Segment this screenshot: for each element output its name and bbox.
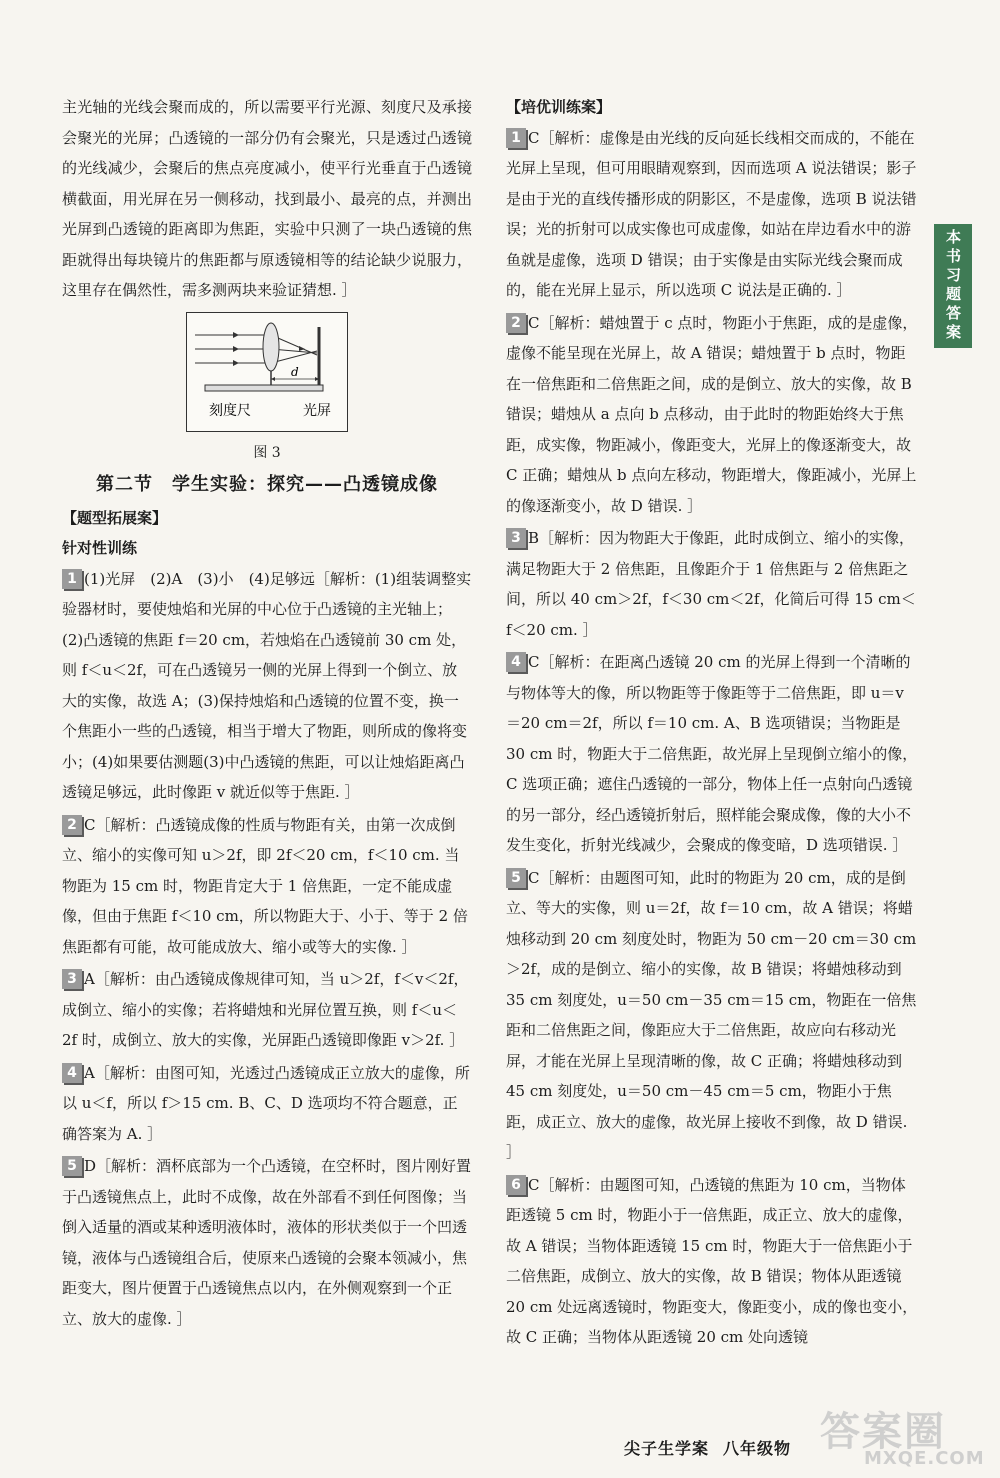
answer-item bbox=[506, 647, 918, 861]
watermark-top: 答案圈 bbox=[820, 1409, 946, 1455]
section-tag: 【题型拓展案】 bbox=[62, 508, 168, 527]
number-badge: 4 bbox=[62, 1063, 82, 1083]
side-tab: 本书习题答案 bbox=[934, 224, 972, 348]
answer-text: C［解析：由题图可知，此时的物距为 20 cm，成的是倒立、等大的实像，则 u＝2f，故 f＝10 cm，故 A 错误；将蜡烛移动到 20 cm 刻度处时，物距为 50 cm－20 cm＝30 cm＞2f，成的是倒立、缩小的实像，故 B 错误；将蜡烛移动到 35 cm 刻度处，u＝50 cm－35 cm＝15 cm，物距在一倍焦距和二倍焦距之间，像距应大于二倍焦距，故应向右移动光屏，才能在光屏上呈现清晰的像，故 C 正确；将蜡烛移动到 45 cm 刻度处，u＝50 cm－45 cm＝5 cm，物距小于焦距，成正立、放大的虚像，故光屏上接收不到像，故 D 错误. ］ bbox=[506, 868, 917, 1161]
answer-text: A［解析：由凸透镜成像规律可知，当 u＞2f，f＜v＜2f，成倒立、缩小的实像；若将蜡烛和光屏位置互换，则 f＜u＜2f 时，成倒立、放大的实像，光屏距凸透镜即像距 v＞2f. ］ bbox=[62, 970, 469, 1049]
answer-text: C［解析：蜡烛置于 c 点时，物距小于焦距，成的是虚像，虚像不能呈现在光屏上，故 A 错误；蜡烛置于 b 点时，物距在一倍焦距和二倍焦距之间，成的是倒立、放大的实像，故 B 错误；蜡烛从 a 点向 b 点移动，由于此时的物距始终大于焦距，成实像，物距减小，像距变大，光屏上的像逐渐变大，故 C 正确；蜡烛从 b 点向左移动，物距增大，像距减小，光屏上的像逐渐变小，故 D 错误. ］ bbox=[506, 313, 918, 515]
number-badge: 6 bbox=[506, 1175, 526, 1195]
section-tag: 【培优训练案】 bbox=[506, 98, 612, 116]
number-badge: 2 bbox=[62, 815, 82, 835]
number-badge: 3 bbox=[506, 528, 526, 548]
left-column bbox=[62, 92, 472, 1336]
number-badge: 4 bbox=[506, 652, 526, 672]
answer-item bbox=[506, 1170, 918, 1353]
answer-item bbox=[62, 564, 472, 808]
answer-text: C［解析：凸透镜成像的性质与物距有关，由第一次成倒立、缩小的实像可知 u＞2f，即 2f＜20 cm，f＜10 cm. 当物距为 15 cm 时，物距肯定大于 1 倍焦距，一定不能成虚像，但由于焦距 f＜10 cm，所以物距大于、小于、等于 2 倍焦距都有可能，故可能成放大、缩小或等大的实像. ］ bbox=[62, 815, 468, 956]
label-ruler: 刻度尺 bbox=[209, 402, 251, 419]
answer-item bbox=[506, 523, 918, 645]
label-screen: 光屏 bbox=[303, 402, 331, 419]
figure-3 bbox=[186, 312, 348, 432]
answer-text: C［解析：由题图可知，凸透镜的焦距为 10 cm，当物体距透镜 5 cm 时，物距小于一倍焦距，成正立、放大的虚像，故 A 错误；当物体距透镜 15 cm 时，物距大于一倍焦距小于二倍焦距，成倒立、放大的实像，故 B 错误；物体从距透镜 20 cm 处远离透镜时，物距变大，像距变小，成的像也变小，故 C 正确；当物体从距透镜 20 cm 处向透镜 bbox=[506, 1175, 918, 1346]
answer-text: A［解析：由图可知，光透过凸透镜成正立放大的虚像，所以 u＜f，所以 f＞15 cm. B、C、D 选项均不符合题意，正确答案为 A. ］ bbox=[62, 1063, 470, 1143]
watermark-bottom: MXQE.COM bbox=[864, 1448, 985, 1469]
answer-text: B［解析：因为物距大于像距，此时成倒立、缩小的实像，满足物距大于 2 倍焦距，且像距介于 1 倍焦距与 2 倍焦距之间，所以 40 cm＞2f，f＜30 cm＜2f，化简后可得 15 cm＜f＜20 cm. ］ bbox=[506, 529, 916, 639]
answer-text: C［解析：虚像是由光线的反向延长线相交而成的，不能在光屏上呈现，但可用眼睛观察到，因而选项 A 说法错误；影子是由于光的直线传播形成的阴影区，不是虚像，选项 B 说法错误；光的折射可以成实像也可成虚像，如站在岸边看水中的游鱼就是虚像，选项 D 错误；由于实像是由实际光线会聚而成的，能在光屏上显示，所以选项 C 说法是正确的. ］ bbox=[506, 128, 917, 299]
continuation-paragraph: 主光轴的光线会聚而成的，所以需要平行光源、刻度尺及承接会聚光的光屏；凸透镜的一部分仍有会聚光，只是透过凸透镜的光线减少，会聚后的焦点亮度减小，使平行光垂直于凸透镜横截面，用光屏在另一侧移动，找到最小、最亮的点，并测出光屏到凸透镜的距离即为焦距，实验中只测了一块凸透镜的焦距就得出每块镜片的焦距都与原透镜相等的结论缺少说服力，这里存在偶然性，需多测两块来验证猜想. ］ bbox=[62, 98, 472, 299]
number-badge: 1 bbox=[506, 128, 526, 148]
answer-text: D［解析：酒杯底部为一个凸透镜，在空杯时，图片刚好置于凸透镜焦点上，此时不成像，故在外部看不到任何图像；当倒入适量的酒或某种透明液体时，液体的形状类似于一个凹透镜，液体与凸透镜组合后，使原来凸透镜的会聚本领减小，焦距变大，图片便置于凸透镜焦点以内，在外侧观察到一个正立、放大的虚像. ］ bbox=[62, 1157, 472, 1328]
answer-text: (1)光屏 (2)A (3)小 (4)足够远［解析：(1)组装调整实验器材时，要使烛焰和光屏的中心位于凸透镜的主光轴上；(2)凸透镜的焦距 f＝20 cm，若烛焰在凸透镜前 30 cm 处，则 f＜u＜2f，可在凸透镜另一侧的光屏上得到一个倒立、放大的实像，故选 A；(3)保持烛焰和凸透镜的位置不变，换一个焦距小一些的凸透镜，相当于增大了物距，则所成的像将变小；(4)如果要估测题(3)中凸透镜的焦距，可以让烛焰距离凸透镜足够远，此时像距 v 就近似等于焦距. ］ bbox=[62, 569, 472, 801]
answer-item bbox=[506, 123, 918, 306]
number-badge: 5 bbox=[62, 1156, 82, 1176]
number-badge: 5 bbox=[506, 868, 526, 888]
lens-focus-diagram bbox=[187, 313, 347, 431]
page-footer bbox=[624, 1436, 924, 1459]
answer-item bbox=[62, 1151, 472, 1334]
subhead: 针对性训练 bbox=[62, 539, 138, 557]
answer-item bbox=[62, 1058, 472, 1150]
number-badge: 2 bbox=[506, 313, 526, 333]
answer-text: C［解析：在距离凸透镜 20 cm 的光屏上得到一个清晰的与物体等大的像，所以物距等于像距等于二倍焦距，即 u＝v＝20 cm＝2f，所以 f＝10 cm. A、B 选项错误；当物距是 30 cm 时，物距大于二倍焦距，故光屏上呈现倒立缩小的像，C 选项正确；遮住凸透镜的一部分，物体上任一点射向凸透镜的另一部分，经凸透镜折射后，照样能会聚成像，像的大小不发生变化，折射光线减少，会聚成的像变暗，D 选项错误. ］ bbox=[506, 653, 918, 854]
answer-item bbox=[62, 810, 472, 963]
answer-item bbox=[62, 964, 472, 1056]
footer-grade: 八年级物 bbox=[723, 1439, 792, 1458]
number-badge: 3 bbox=[62, 969, 82, 989]
figure-caption: 图 3 bbox=[253, 444, 281, 461]
right-column bbox=[506, 92, 918, 1355]
section-title: 第二节 学生实验：探究——凸透镜成像 bbox=[96, 474, 438, 495]
label-d: d bbox=[291, 364, 299, 379]
number-badge: 1 bbox=[62, 569, 82, 589]
footer-brand: 尖子生学案 bbox=[624, 1439, 710, 1458]
answer-item bbox=[506, 308, 918, 522]
answer-item bbox=[506, 863, 918, 1168]
